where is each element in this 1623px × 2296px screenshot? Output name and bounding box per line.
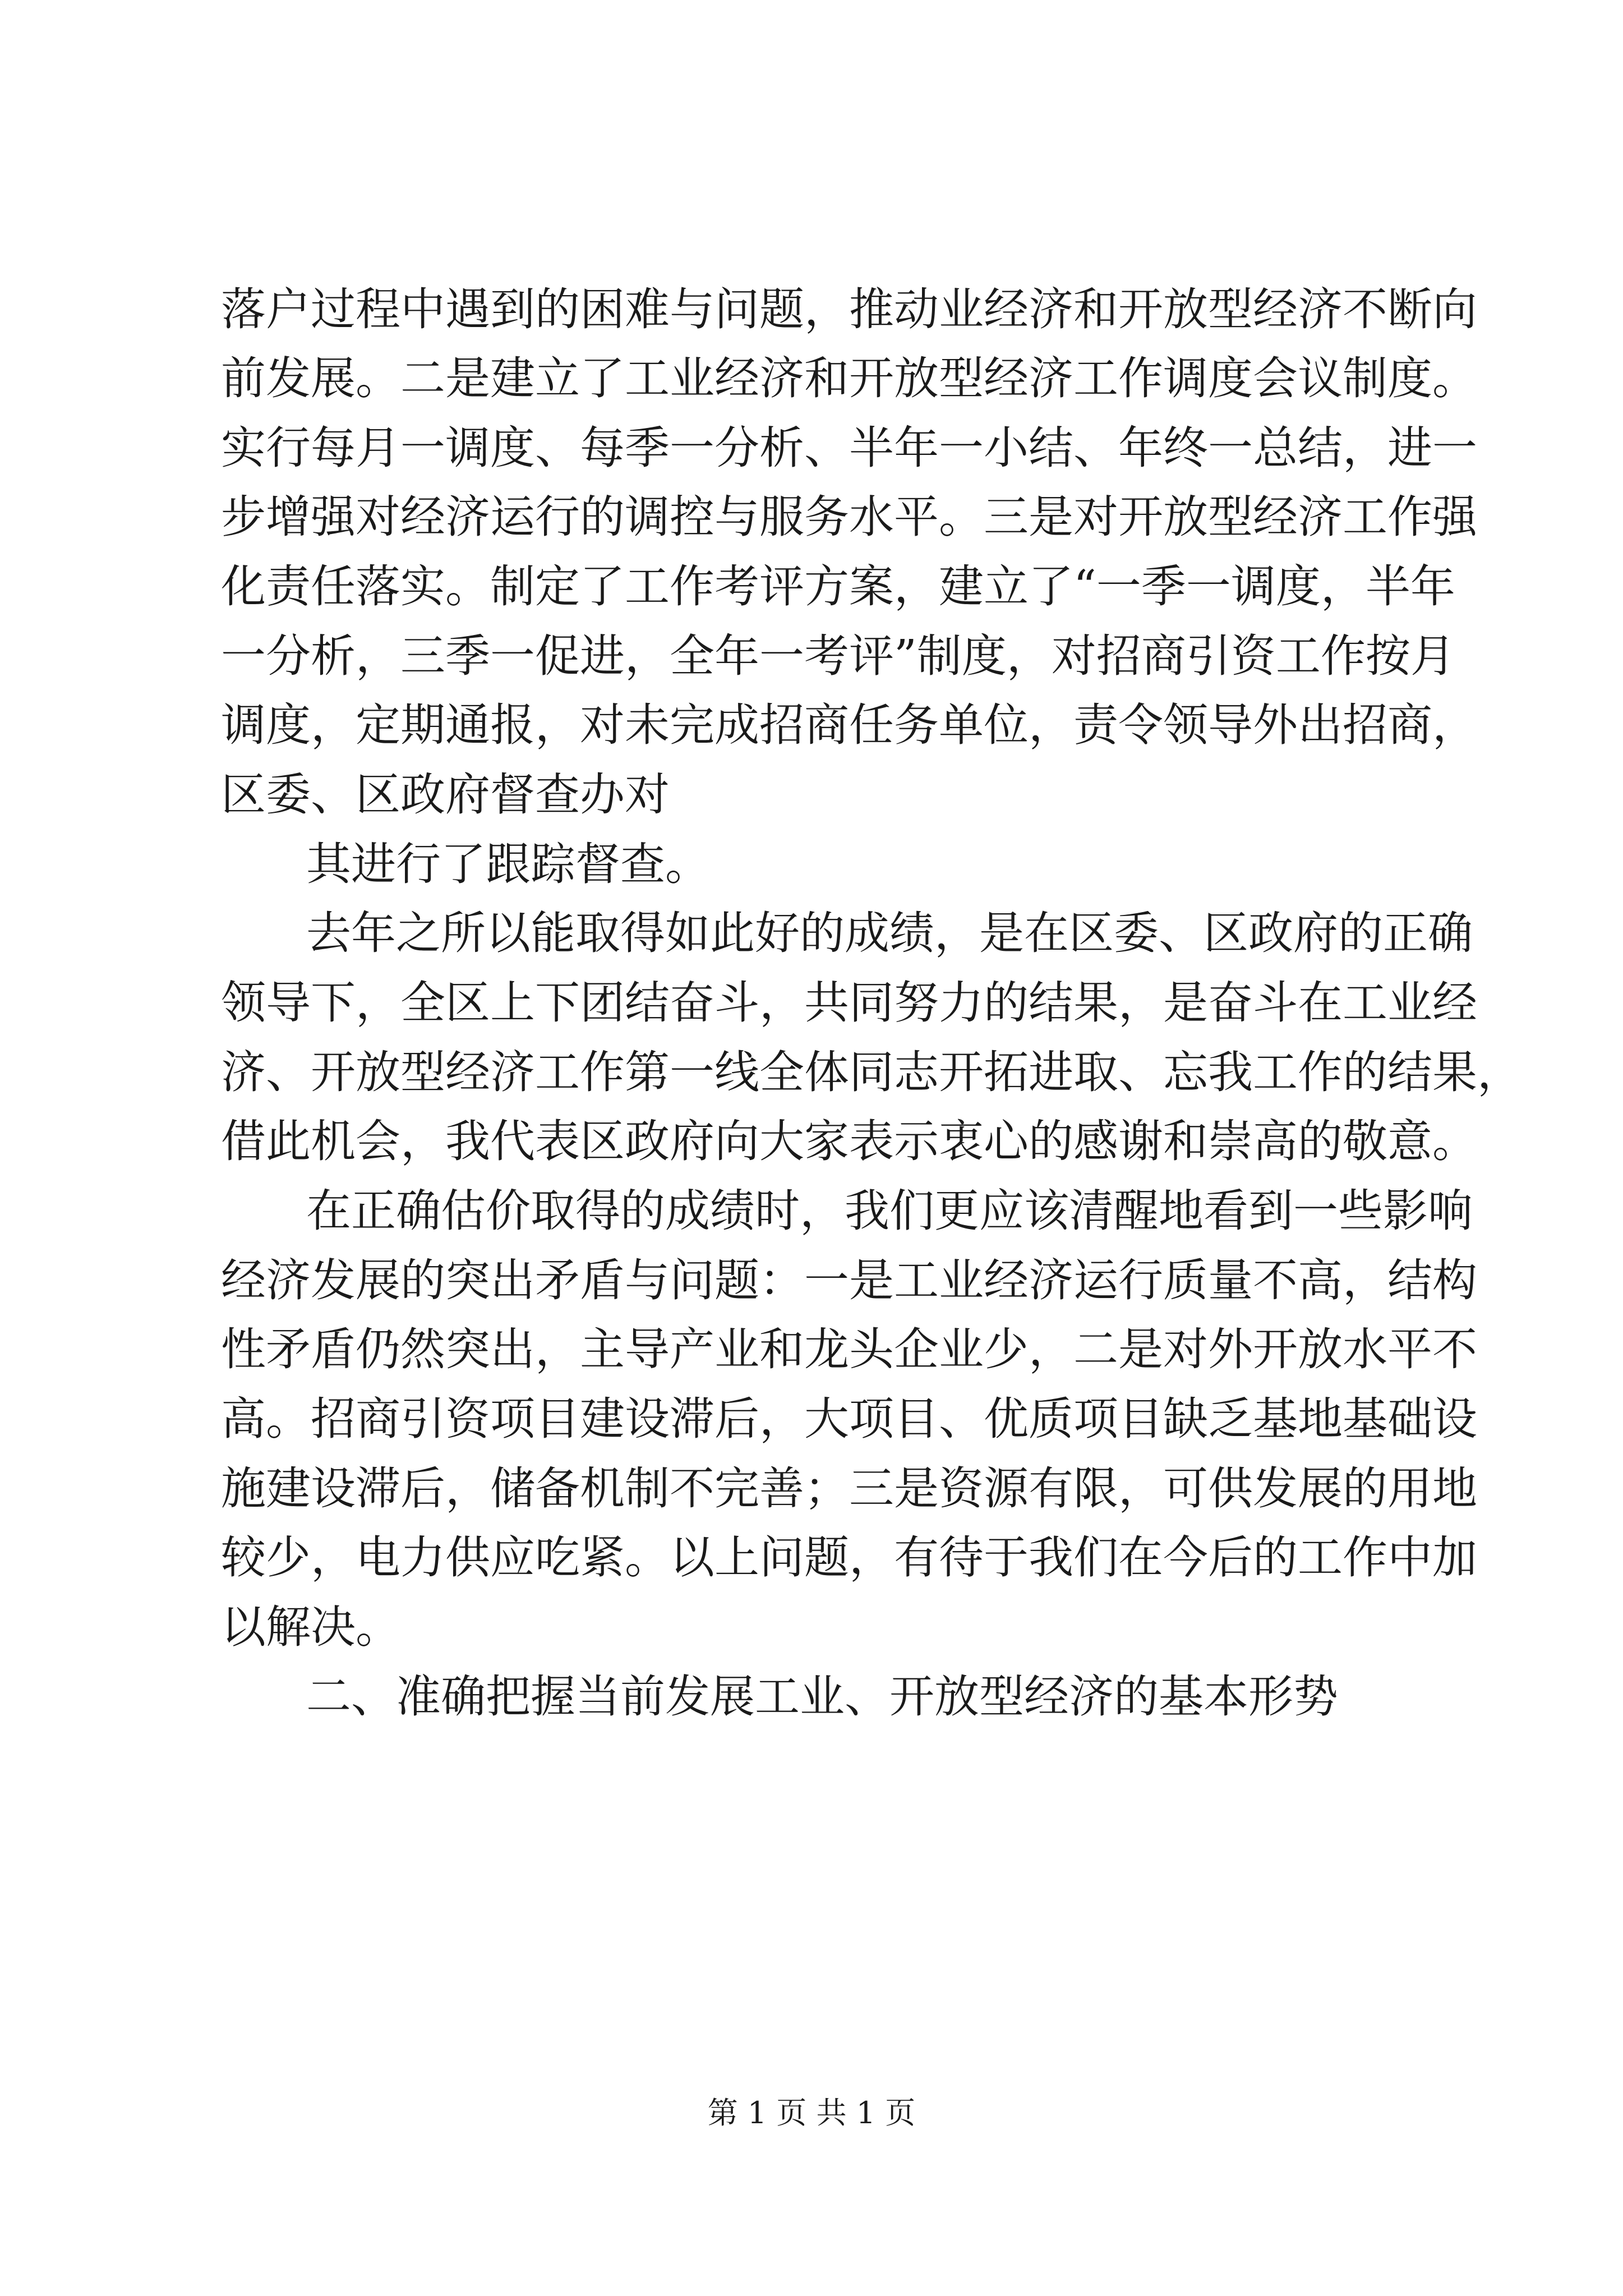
section-heading: 二、准确把握当前发展工业、开放型经济的基本形势 <box>306 1671 1338 1723</box>
paragraph-line: 区委、区政府督查办对 <box>221 769 670 821</box>
paragraph-line: 化责任落实。制定了工作考评方案，建立了“一季一调度，半年 <box>221 560 1455 613</box>
paragraph-line: 在正确估价取得的成绩时，我们更应该清醒地看到一些影响 <box>306 1185 1473 1237</box>
paragraph-line: 借此机会，我代表区政府向大家表示衷心的感谢和崇高的敬意。 <box>221 1115 1477 1167</box>
paragraph-line: 一分析，三季一促进，全年一考评”制度，对招商引资工作按月 <box>221 630 1455 682</box>
paragraph-line: 施建设滞后，储备机制不完善；三是资源有限，可供发展的用地 <box>221 1462 1477 1515</box>
paragraph-line: 济、开放型经济工作第一线全体同志开拓进取、忘我工作的结果， <box>221 1046 1522 1098</box>
paragraph-line: 高。招商引资项目建设滞后，大项目、优质项目缺乏基地基础设 <box>221 1393 1477 1445</box>
paragraph-line: 较少，电力供应吃紧。以上问题，有待于我们在今后的工作中加 <box>221 1531 1477 1584</box>
paragraph-line: 步增强对经济运行的调控与服务水平。三是对开放型经济工作强 <box>221 491 1477 543</box>
paragraph-line: 实行每月一调度、每季一分析、半年一小结、年终一总结，进一 <box>221 422 1477 474</box>
paragraph-line: 调度，定期通报，对未完成招商任务单位，责令领导外出招商， <box>221 699 1477 751</box>
page-footer: 第 1 页 共 1 页 <box>707 2095 916 2131</box>
paragraph-line: 以解决。 <box>221 1601 400 1653</box>
paragraph-line: 去年之所以能取得如此好的成绩，是在区委、区政府的正确 <box>306 907 1473 959</box>
paragraph-line: 前发展。二是建立了工业经济和开放型经济工作调度会议制度。 <box>221 352 1477 404</box>
paragraph-line: 领导下，全区上下团结奋斗，共同努力的结果，是奋斗在工业经 <box>221 977 1477 1029</box>
paragraph-line: 经济发展的突出矛盾与问题：一是工业经济运行质量不高，结构 <box>221 1254 1477 1306</box>
paragraph-line: 性矛盾仍然突出，主导产业和龙头企业少，二是对外开放水平不 <box>221 1323 1477 1375</box>
paragraph-line: 其进行了跟踪督查。 <box>306 838 710 890</box>
paragraph-line: 落户过程中遇到的困难与问题，推动业经济和开放型经济不断向 <box>221 283 1477 335</box>
